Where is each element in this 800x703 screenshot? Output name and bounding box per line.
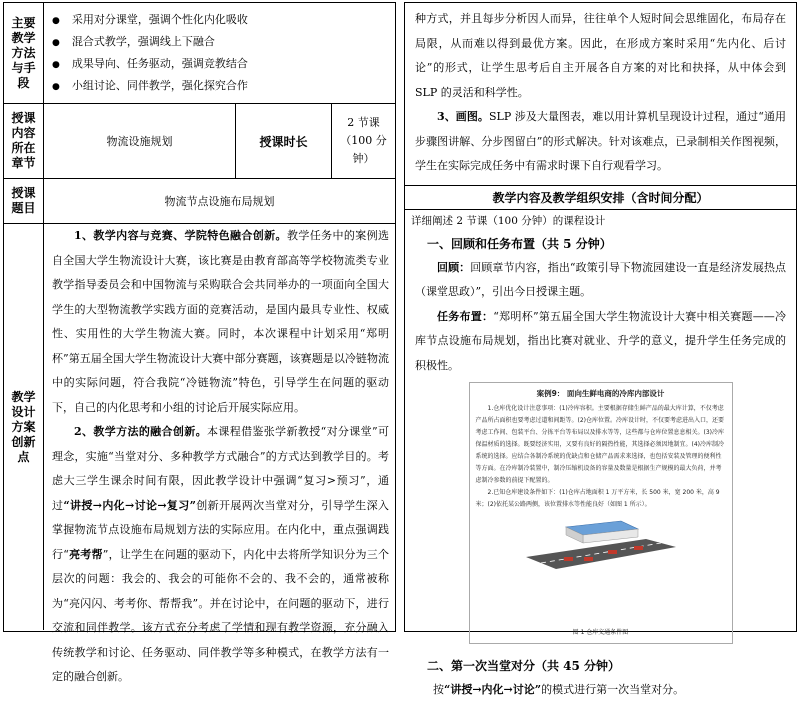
part1-title: 一、回顾和任务布置（共 5 分钟） xyxy=(427,236,612,251)
item3-lead: 3、画图。 xyxy=(437,110,489,123)
part2-bold: “讲授→内化→讨论” xyxy=(444,683,542,696)
top-text: 种方式，并且每步分析因人而异，往往单个人短时间会思维固化，布局存在局限，从而难以得到最优方案。因此，在形成方案时采用“先内化、后讨论”的形式，让学生思考后自主开展各自方案的对比和抉择，从中体会到 SLP 的灵活和科学性。 xyxy=(415,12,786,99)
review-paragraph xyxy=(405,256,796,305)
case-paragraph-2: 2.已知仓库建设条件如下：(1)仓库占地面积 1 万平方米，长 500 米，宽 200 米，高 9 米；(2)依托某公路两侧，该位置排水等性能良好（如图 1 所示）。 xyxy=(475,489,720,508)
p2-body-a: 本课程借鉴张学新教授“对分课堂”可理念，实施“当堂对分、多种教学方式融合”的方式达到教学目的。考虑大三学生课余时间有限，因此教学设计中强调“复习>预习”，通过 xyxy=(52,425,389,512)
method-item: ● 混合式教学，强调线上下融合 xyxy=(52,31,395,53)
innovation-row xyxy=(4,224,395,683)
part2-lead: 按 xyxy=(433,683,444,696)
topic-row xyxy=(4,179,395,224)
p2-bold: “讲授→内化→讨论→复习” xyxy=(63,498,196,512)
topic-label: 授课题目 xyxy=(4,179,44,223)
innovation-label: 教学设计方案创新点 xyxy=(4,224,44,630)
car xyxy=(634,546,643,550)
review-body: 回顾章节内容，指出“政策引导下物流园建设一直是经济发展热点（课堂思政）”，引出今日授课主题。 xyxy=(415,260,787,298)
innovation-paragraph-1 xyxy=(52,224,389,420)
methods-list xyxy=(44,3,395,97)
p2-bold2: 亮考帮 xyxy=(68,547,103,561)
item3-paragraph xyxy=(405,105,796,179)
chapter-row xyxy=(4,104,395,179)
methods-row xyxy=(4,3,395,104)
warehouse-road-illustration xyxy=(526,517,676,573)
task-body: “郑明杯”第五届全国大学生物流设计大赛中相关赛题——冷库节点设施布局规划，指出比赛对就业、升学的意义，提升学生任务完成的积极性。 xyxy=(415,309,787,372)
p2-lead: 2、教学方法的融合创新。 xyxy=(74,425,207,438)
innovation-paragraph-2 xyxy=(52,420,389,690)
method-item: ● 成果导向、任务驱动，强调竞教结合 xyxy=(52,53,395,75)
task-paragraph xyxy=(405,305,796,379)
task-lead: 任务布置： xyxy=(437,309,494,323)
left-page xyxy=(3,2,396,683)
part2-paragraph xyxy=(405,678,796,703)
car xyxy=(608,550,617,554)
p1-body: 教学任务中的案例选自全国大学生物流设计大赛，该比赛是由教育部高等学校物流类专业教学指导委员会和中国物流与采购联合会共同举办的一项面向全国大学生的大型物流教学实践方面的竞赛活动，是国内最具专业性、权威性、实用性的大学生物流大赛。同时，本次课程中计划采用“郑明杯”第五届全国大学生物流设计大赛中部分赛题，该赛题是以冷链物流中的实际问题，符合我院“冷链物流”特色，引导学生在问题的驱动下，自己的内化思考和小组的讨论后开展实际应用。 xyxy=(52,229,390,414)
p2-body-b: 创新开展两次当堂对分，引导学生深入掌握物流节点设施布局规划方法的实际应用。在内化中，重点强调践行“ xyxy=(52,498,390,561)
case-paragraph-1: 1.仓库优化设计注意事项：(1)冷库容积。主要根据存储生鲜产品的最大库计算，不仅考虑产品所占面积也要考虑过道和间距等。(2)仓库位置。冷库设计时，不仅要考虑进出入口，还要考虑工作间、包装平台、分拣平台等布局以及排水等等，这些都与仓库位置息息相关。(3)冷库保温材质的选择。既要经济实用，又要有良好的隔热性能，其选择必须因地制宜。(4)冷库制冷系统的选择。应结合各制冷系统的优缺点和仓储产品需求来选择，也包括安装及管理的便利性等方面。在冷库制冷装置中，制冷压缩机设备的容量及数量是根据生产规模的最大负荷，并考虑制冷参数的前提下配置的。 xyxy=(475,405,725,484)
section-header: 教学内容及教学组织安排（含时间分配） xyxy=(405,185,796,210)
case-caption: 图 1 仓库交通条件图 xyxy=(572,629,629,636)
method-item: ● 采用对分课堂，强调个性化内化吸收 xyxy=(52,9,395,31)
case-title: 案例9： 面向生鲜电商的冷库内部设计 xyxy=(536,389,665,398)
method-item: ● 小组讨论、同伴教学，强化探究合作 xyxy=(52,75,395,97)
detail-intro: 详细阐述 2 节课（100 分钟）的课程设计 xyxy=(411,214,606,227)
topic-value: 物流节点设施布局规划 xyxy=(164,195,275,208)
car xyxy=(564,557,573,561)
methods-label: 主要教学方法与手段 xyxy=(4,3,44,103)
right-page xyxy=(404,2,797,696)
review-lead: 回顾： xyxy=(437,260,471,274)
part2-title: 二、第一次当堂对分（共 45 分钟） xyxy=(427,659,621,673)
item3-body: SLP 涉及大量图表，难以用计算机呈现设计过程，通过“通用步骤图讲解、分步图留白”的形式解决。针对该难点，已录制相关作图视频，学生在实际完成任务中有需求时课下自行观看学习。 xyxy=(415,110,786,172)
hours-value: 2 节课（100 分钟） xyxy=(340,116,387,165)
case-image xyxy=(469,382,733,644)
hours-label: 授课时长 xyxy=(236,104,332,178)
chapter-value: 物流设施规划 xyxy=(44,104,236,178)
part2-body: 的模式进行第一次当堂对分。 xyxy=(541,683,685,696)
p2-body-c: ”，让学生在问题的驱动下，内化中去将所学知识分为三个层次的问题：我会的、我会的可能你不会的、我不会的，通常被称为“亮闪闪、考考你、帮帮我”。并在讨论中，在问题的驱动下，进行交流和同伴教学。该方式充分考虑了学情和现有教学资源，充分融入传统教学和讨论、任务驱动、同伴教学等多种模式，在教学方法有一定的融合创新。 xyxy=(52,547,390,683)
road xyxy=(526,539,676,569)
p1-lead: 1、教学内容与竞赛、学院特色融合创新。 xyxy=(74,229,287,242)
innovation-content xyxy=(44,224,395,683)
car xyxy=(584,557,593,561)
chapter-label: 授课内容所在章节 xyxy=(4,104,44,178)
